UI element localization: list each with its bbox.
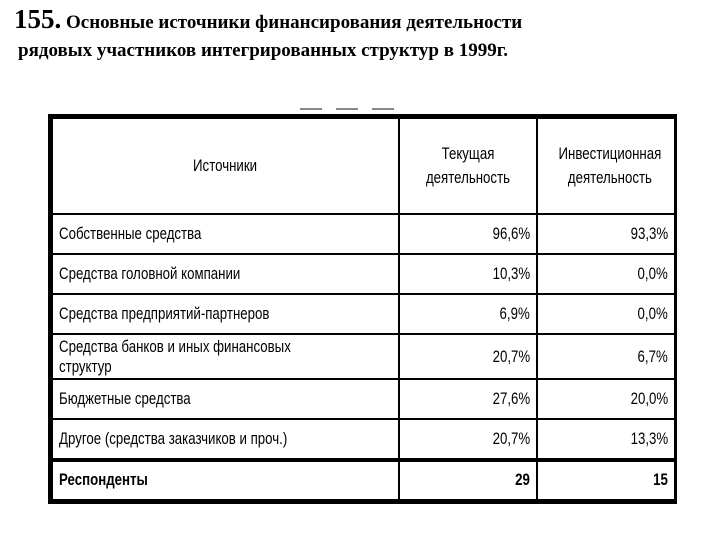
row-current: 6,9% — [399, 294, 537, 334]
row-investment: 20,0% — [537, 379, 675, 419]
table-header-row — [52, 118, 675, 214]
financing-table — [51, 117, 676, 501]
slide-number: 155. — [14, 4, 62, 34]
header-sources: Источники — [52, 118, 399, 214]
table-row — [52, 379, 675, 419]
total-current: 29 — [399, 460, 537, 500]
row-source: Собственные средства — [52, 214, 399, 254]
header-investment: Инвестиционная деятельность — [537, 118, 675, 214]
total-label: Респонденты — [52, 460, 399, 500]
row-current: 27,6% — [399, 379, 537, 419]
row-investment: 0,0% — [537, 254, 675, 294]
row-source: Бюджетные средства — [52, 379, 399, 419]
row-source: Средства головной компании — [52, 254, 399, 294]
row-current: 10,3% — [399, 254, 537, 294]
title-line-1 — [14, 6, 714, 36]
title-line-2: рядовых участников интегрированных структур в 1999г. — [18, 40, 508, 61]
table-row — [52, 294, 675, 334]
row-investment: 6,7% — [537, 334, 675, 379]
row-investment: 0,0% — [537, 294, 675, 334]
total-investment: 15 — [537, 460, 675, 500]
table-row — [52, 254, 675, 294]
table-row — [52, 419, 675, 459]
row-source: Средства предприятий-партнеров — [52, 294, 399, 334]
row-source: Средства банков и иных финансовых структур — [52, 334, 399, 379]
financing-table-frame — [48, 114, 677, 504]
header-current: Текущая деятельность — [399, 118, 537, 214]
row-investment: 13,3% — [537, 419, 675, 459]
row-current: 20,7% — [399, 334, 537, 379]
row-investment: 93,3% — [537, 214, 675, 254]
title-text-1: Основные источники финансирования деятельности — [66, 12, 523, 33]
slide-title — [14, 6, 714, 64]
table-total-row — [52, 460, 675, 500]
row-current: 96,6% — [399, 214, 537, 254]
table-row — [52, 334, 675, 379]
row-current: 20,7% — [399, 419, 537, 459]
row-source: Другое (средства заказчиков и проч.) — [52, 419, 399, 459]
table-row — [52, 214, 675, 254]
